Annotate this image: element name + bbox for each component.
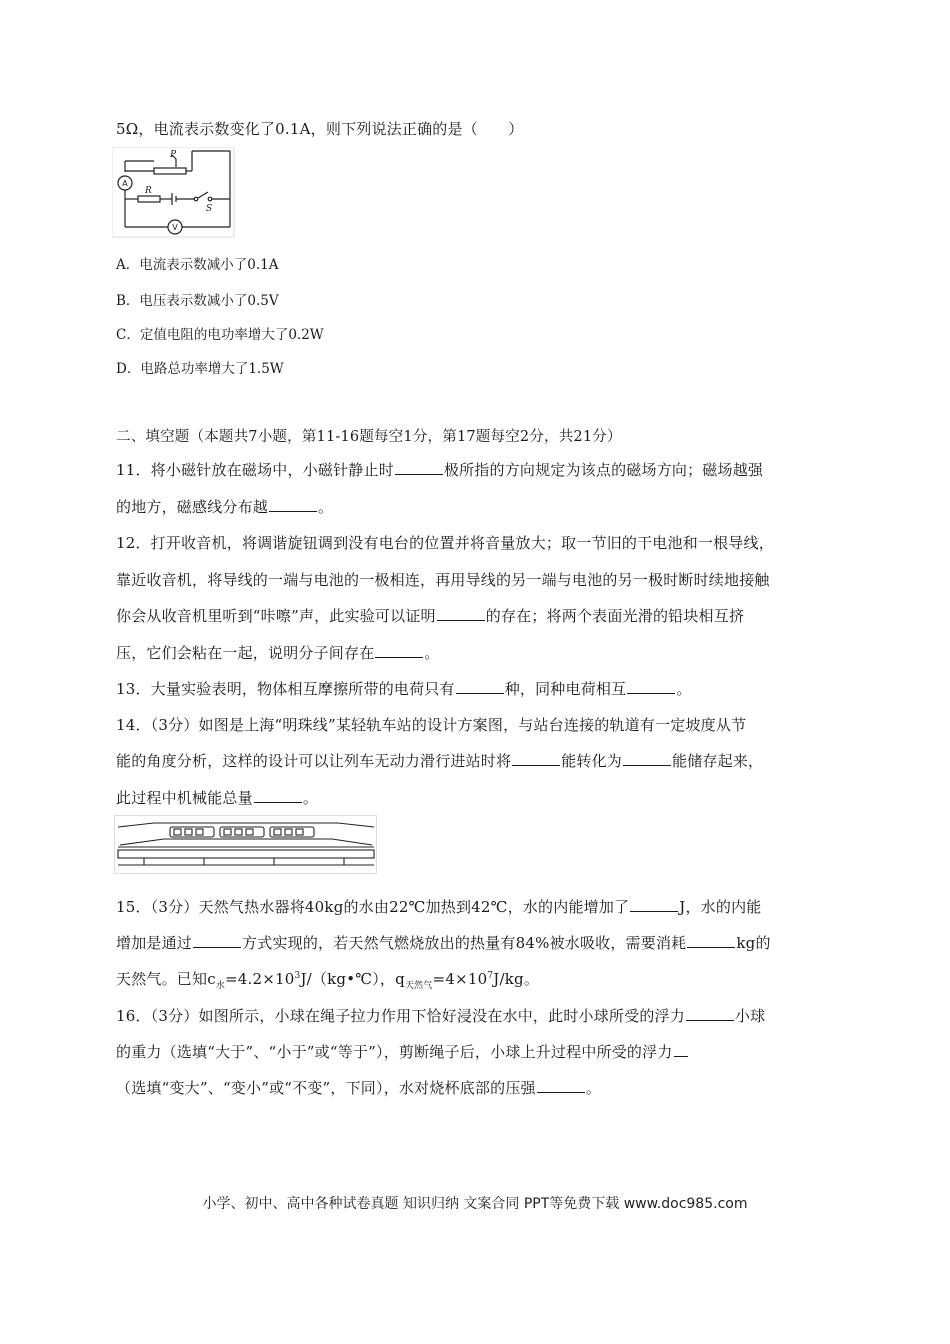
answer-blank[interactable] — [623, 751, 671, 766]
svg-text:S: S — [206, 204, 213, 214]
q12-line4: 压，它们会粘在一起，说明分子间存在 。 — [116, 644, 440, 662]
q14-line1: 14．（3分）如图是上海“明珠线”某轻轨车站的设计方案图，与站台连接的轨道有一定坡度从节 — [116, 716, 747, 734]
answer-blank[interactable] — [456, 679, 504, 694]
station-diagram — [114, 815, 378, 875]
answer-blank[interactable] — [254, 788, 302, 803]
q12-line3: 你会从收音机里听到“咔嚓”声，此实验可以证明 的存在；将两个表面光滑的铅块相互挤 — [116, 607, 745, 625]
q15-line2: 增加是通过 方式实现的，若天然气燃烧放出的热量有84%被水吸收，需要消耗 kg的 — [116, 934, 771, 952]
svg-text:R: R — [145, 186, 152, 196]
q16-line2: 的重力（选填“大于”、“小于”或“等于”），剪断绳子后，小球上升过程中所受的浮力 — [116, 1041, 689, 1062]
answer-blank[interactable] — [537, 1078, 585, 1093]
q10-option-c: C．定值电阻的电功率增大了0.2W — [116, 327, 324, 343]
q16-line3: （选填“变大”、“变小”或“不变”，下同），水对烧杯底部的压强 。 — [116, 1079, 601, 1097]
answer-blank[interactable] — [512, 751, 560, 766]
section-heading: 二、填空题（本题共7小题，第11-16题每空1分，第17题每空2分，共21分） — [116, 429, 622, 445]
q14-line2: 能的角度分析，这样的设计可以让列车无动力滑行进站时将 能转化为 能储存起来， — [116, 752, 764, 770]
answer-blank[interactable] — [630, 897, 678, 912]
answer-blank[interactable] — [627, 679, 675, 694]
page-footer: 小学、初中、高中各种试卷真题 知识归纳 文案合同 PPT等免费下载 www.doc985.com — [202, 1196, 748, 1212]
q10-option-d: D．电路总功率增大了1.5W — [116, 361, 284, 377]
q13-line: 13．大量实验表明，物体相互摩擦所带的电荷只有 种，同种电荷相互 。 — [116, 680, 692, 698]
answer-blank[interactable] — [269, 497, 317, 512]
circuit-diagram — [112, 147, 236, 239]
answer-blank[interactable] — [674, 1042, 688, 1057]
q10-option-a: A．电流表示数减小了0.1A — [116, 257, 279, 273]
q15-line1: 15．（3分）天然气热水器将40kg的水由22℃加热到42℃，水的内能增加了 J，水的内能 — [116, 898, 762, 916]
svg-text:V: V — [172, 223, 178, 232]
answer-blank[interactable] — [686, 1006, 734, 1021]
q12-line1: 12．打开收音机，将调谐旋钮调到没有电台的位置并将音量放大；取一节旧的干电池和一根导线， — [116, 534, 774, 552]
svg-text:A: A — [122, 179, 128, 188]
answer-blank[interactable] — [395, 460, 443, 475]
q11-line2: 的地方，磁感线分布越 。 — [116, 498, 334, 516]
q16-line1: 16．（3分）如图所示，小球在绳子拉力作用下恰好浸没在水中，此时小球所受的浮力 小球 — [116, 1007, 766, 1025]
svg-text:P: P — [170, 150, 177, 160]
q14-line3: 此过程中机械能总量 。 — [116, 789, 319, 807]
answer-blank[interactable] — [193, 933, 241, 948]
q10-option-b: B．电压表示数减小了0.5V — [116, 293, 279, 309]
q10-stem: 5Ω，电流表示数变化了0.1A，则下列说法正确的是（ ） — [116, 120, 524, 138]
answer-blank[interactable] — [375, 643, 423, 658]
q12-line2: 靠近收音机，将导线的一端与电池的一极相连，再用导线的另一端与电池的另一极时断时续地接触 — [116, 571, 770, 589]
answer-blank[interactable] — [687, 933, 735, 948]
q15-line3: 天然气。已知$c_水=4.2\times 10^3J/(kg•℃)$，$q_{天然气}=4\times 10^7J/kg$。 — [116, 970, 540, 991]
answer-blank[interactable] — [437, 606, 485, 621]
q11-line1: 11．将小磁针放在磁场中，小磁针静止时 极所指的方向规定为该点的磁场方向；磁场越强 — [116, 461, 764, 479]
